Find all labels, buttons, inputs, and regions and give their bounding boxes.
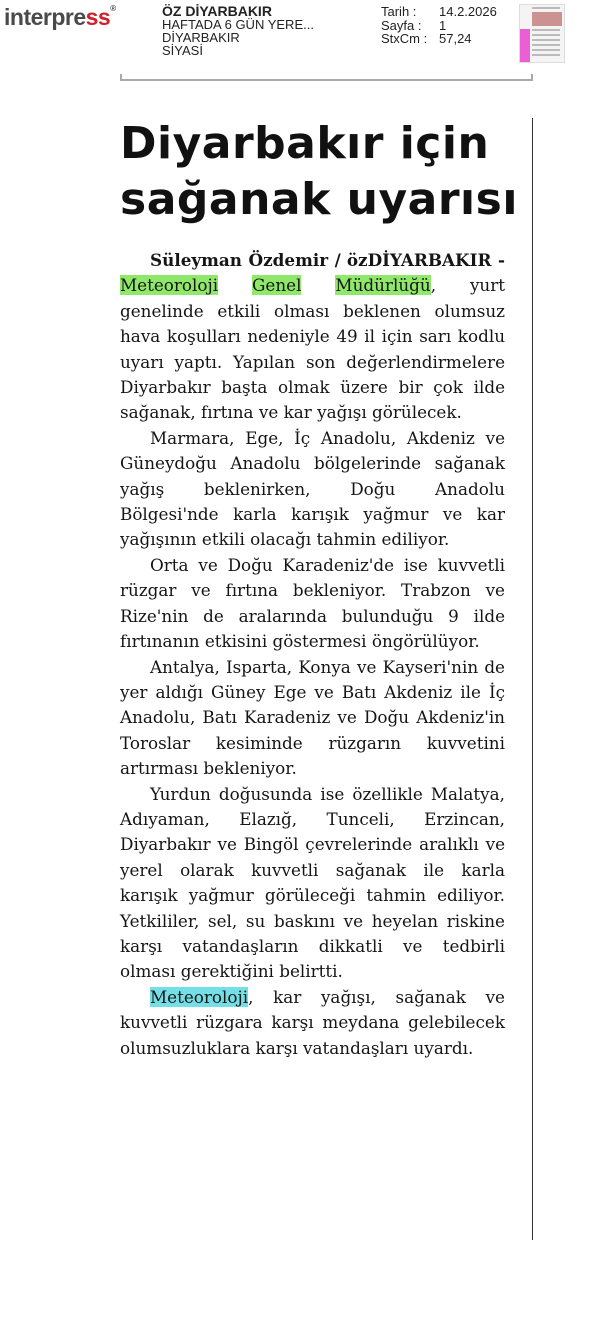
publication-section: SİYASİ — [162, 43, 203, 58]
paragraph-6-text: , kar yağışı, sağanak ve kuvvetli rüzgara karşı meydana gelebilecek olumsuzluklara karşı vatandaşları uyardı. — [120, 986, 505, 1058]
stxcm-value: 57,24 — [439, 31, 472, 46]
publication-city: DİYARBAKIR — [162, 30, 240, 45]
stxcm-label: StxCm : — [381, 31, 428, 46]
page-thumbnail[interactable] — [519, 4, 565, 63]
paragraph-2: Marmara, Ege, İç Anadolu, Akdeniz ve Güneydoğu Anadolu bölgelerinde sağanak yağış beklenirken, Doğu Anadolu Bölgesi'nde karla karışık yağmur ve kar yağışının etkili olacağı tahmin ediliyor. — [120, 427, 505, 550]
paragraph-1 — [120, 248, 505, 426]
article-headline: Diyarbakır için sağanak uyarısı — [120, 118, 518, 225]
byline-author: Süleyman Özdemir / — [150, 250, 341, 270]
highlight-term-3: Müdürlüğü — [335, 275, 431, 296]
highlight-term-2: Genel — [252, 275, 302, 296]
publication-info — [162, 5, 314, 57]
page-value: 1 — [439, 17, 447, 33]
paragraph-5: Yurdun doğusunda ise özellikle Malatya, Adıyaman, Elazığ, Tunceli, Erzincan, Diyarbakır ve Bingöl çevrelerinde aralıklı ve yerel olarak kuvvetli sağanak ile karla karışık yağmur görüleceği tahmin ediliyor. Yetkililer, sel, su baskını ve heyelan riskine karşı vatandaşların dikkatli ve tedbirli olması gerektiğini belirtti. — [120, 783, 505, 982]
paragraph-3: Orta ve Doğu Karadeniz'de ise kuvvetli rüzgar ve fırtına bekleniyor. Trabzon ve Rize'nin de aralarında bulunduğu 9 ilde fırtınanın etkisini göstermesi öngörülüyor. — [120, 554, 505, 652]
paragraph-4: Antalya, Isparta, Konya ve Kayseri'nin de yer aldığı Güney Ege ve Batı Akdeniz ile İç Anadolu, Batı Karadeniz ve Doğu Akdeniz'in Toroslar kesiminde rüzgarın kuvvetini artırması bekleniyor. — [120, 656, 505, 779]
clipping-meta — [381, 5, 497, 46]
byline-location: özDİYARBAKIR - — [346, 250, 505, 270]
publication-frequency: HAFTADA 6 GÜN YERE... — [162, 17, 314, 32]
date-label: Tarih : — [381, 4, 417, 19]
date-value: 14.2.2026 — [439, 4, 497, 19]
article-body — [120, 248, 505, 1061]
interpress-logo: interpress® — [4, 4, 116, 30]
paragraph-6 — [120, 985, 505, 1061]
paragraph-1-text: , yurt genelinde etkili olması beklenen olumsuz hava koşulları nedeniyle 49 il için sarı kodlu uyarı yaptı. Yapılan son değerlendirmelere Diyarbakır başta olmak üzere bir çok ilde sağanak, fırtına ve kar yağışı görülecek. — [120, 275, 505, 423]
header-divider — [120, 74, 533, 81]
column-rule — [532, 118, 533, 1240]
publication-name: ÖZ DİYARBAKIR — [162, 3, 272, 19]
highlight-term-4: Meteoroloji — [150, 986, 249, 1007]
page-label: Sayfa : — [381, 17, 422, 33]
highlight-term-1: Meteoroloji — [120, 275, 219, 296]
